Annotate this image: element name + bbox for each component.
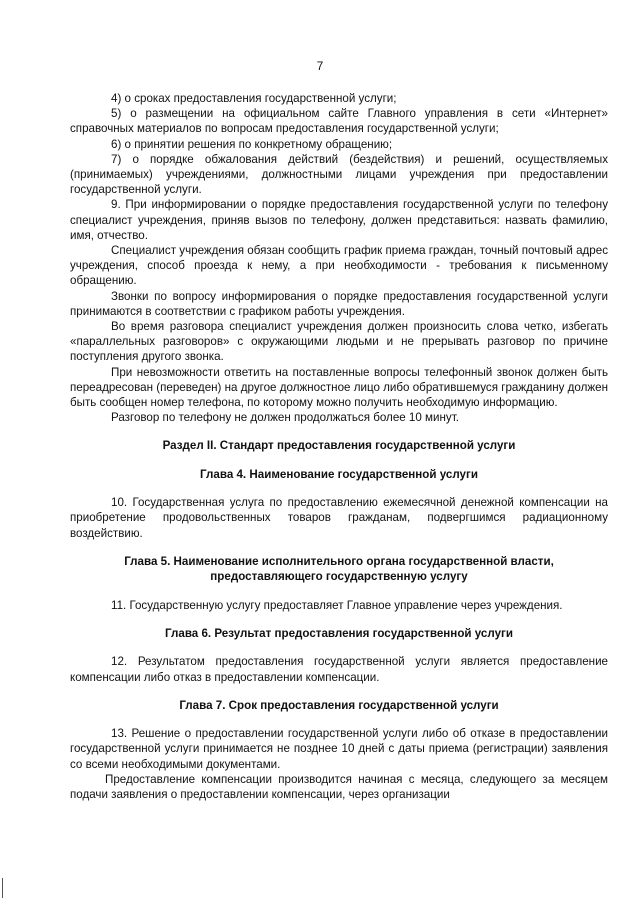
paragraph-item-5: 5) о размещении на официальном сайте Главного управления в сети «Интернет» справочных материалов по вопросам предоставления государственной услуги; <box>70 107 608 136</box>
chapter-heading-4: Глава 4. Наименование государственной услуги <box>200 467 478 481</box>
paragraph-item-7: 7) о порядке обжалования действий (бездействия) и решений, осуществляемых (принимаемых) учреждениями, должностными лицами учреждения при предоставлении государственной услуги. <box>70 152 608 197</box>
chapter-heading-5-line1: Глава 5. Наименование исполнительного органа государственной власти, <box>124 554 554 568</box>
page-number: 7 <box>316 59 324 73</box>
document-body <box>70 91 608 802</box>
chapter-heading-5 <box>70 554 608 585</box>
chapter-heading-5-line2: предоставляющего государственную услугу <box>210 570 468 584</box>
paragraph-clause-10: 10. Государственная услуга по предоставлению ежемесячной денежной компенсации на приобретение продовольственных товаров гражданам, подвергшимся радиационному воздействию. <box>70 496 608 540</box>
paragraph-compensation-start: Предоставление компенсации производится начиная с месяца, следующего за месяцем подачи заявления о предоставлении компенсации, через организации <box>70 772 608 801</box>
paragraph-calls-schedule: Звонки по вопросу информирования о порядке предоставления государственной услуги принимаются в соответствии с графиком работы учреждения. <box>70 289 608 318</box>
margin-mark <box>2 878 3 898</box>
chapter-heading-7: Глава 7. Срок предоставления государственной услуги <box>179 698 499 712</box>
paragraph-clause-13: 13. Решение о предоставлении государственной услуги либо об отказе в предоставлении государственной услуги принимается не позднее 10 дней с даты приема (регистрации) заявления со всеми необходимыми документами. <box>70 727 608 771</box>
paragraph-item-6: 6) о принятии решения по конкретному обращению; <box>111 137 393 151</box>
paragraph-clause-11: 11. Государственную услугу предоставляет Главное управление через учреждения. <box>111 598 563 612</box>
paragraph-clause-12: 12. Результатом предоставления государственной услуги является предоставление компенсации либо отказ в предоставлении компенсации. <box>70 655 608 684</box>
paragraph-clause-9: 9. При информировании о порядке предоставления государственной услуги по телефону специалист учреждения, приняв вызов по телефону, должен представиться: назвать фамилию, имя, отчество. <box>70 198 608 242</box>
paragraph-item-4: 4) о сроках предоставления государственной услуги; <box>111 92 397 105</box>
paragraph-call-redirect: При невозможности ответить на поставленные вопросы телефонный звонок должен быть переадресован (переведен) на другое должностное лицо либо обратившемуся гражданину должен быть сообщен номер телефона, по которому можно получить необходимую информацию. <box>70 365 608 410</box>
paragraph-conversation-rules: Во время разговора специалист учреждения должен произносить слова четко, избегать «параллельных разговоров» с окружающими людьми и не прерывать разговор по причине поступления другого звонка. <box>70 320 608 364</box>
chapter-heading-6: Глава 6. Результат предоставления государственной услуги <box>165 626 513 640</box>
paragraph-call-duration: Разговор по телефону не должен продолжаться более 10 минут. <box>111 411 459 425</box>
section-heading-2: Раздел II. Стандарт предоставления государственной услуги <box>162 439 516 453</box>
paragraph-specialist-duty: Специалист учреждения обязан сообщить график приема граждан, точный почтовый адрес учреждения, способ проезда к нему, а при необходимости - требования к письменному обращению. <box>70 244 608 288</box>
